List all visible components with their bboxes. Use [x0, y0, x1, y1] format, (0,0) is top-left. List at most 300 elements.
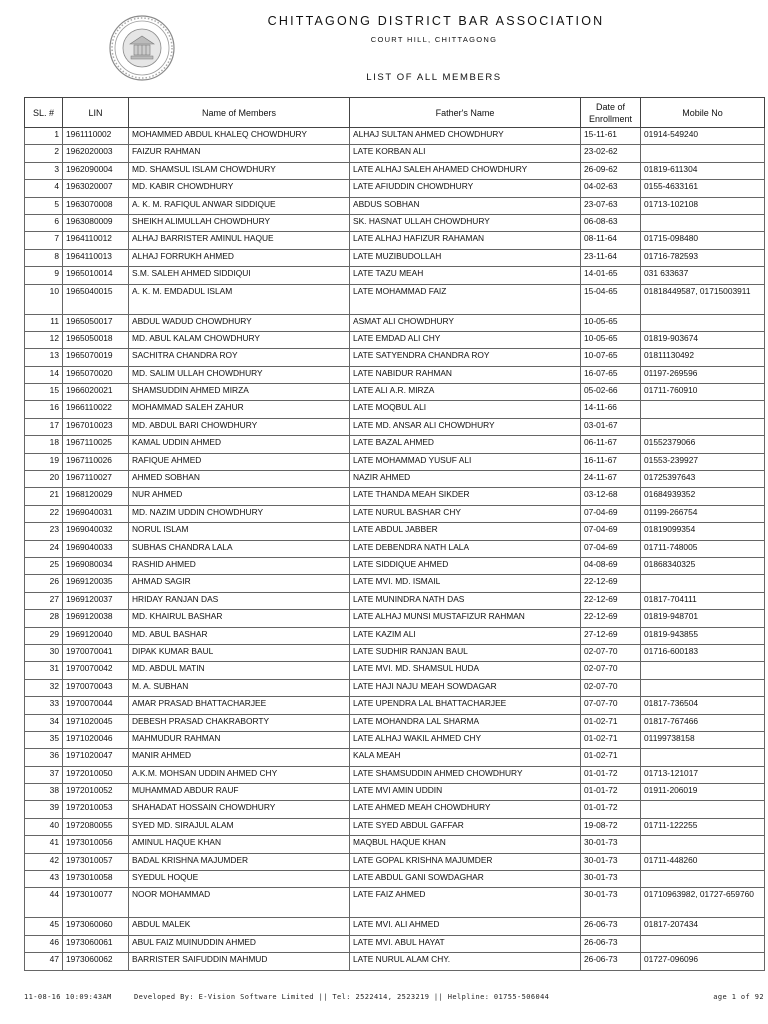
- cell-lin: 1965070020: [63, 366, 129, 383]
- cell-lin: 1970070044: [63, 697, 129, 714]
- cell-enrollment-date: 06-08-63: [581, 214, 641, 231]
- cell-member-name: MANIR AHMED: [129, 749, 350, 766]
- cell-mobile: 031 633637: [641, 267, 765, 284]
- cell-member-name: AHMAD SAGIR: [129, 575, 350, 592]
- table-row: [25, 935, 765, 952]
- table-row: [25, 697, 765, 714]
- cell-enrollment-date: 30-01-73: [581, 836, 641, 853]
- cell-enrollment-date: 03-01-67: [581, 418, 641, 435]
- cell-lin: 1971020046: [63, 731, 129, 748]
- cell-member-name: BARRISTER SAIFUDDIN MAHMUD: [129, 953, 350, 970]
- cell-father-name: LATE MVI. MD. SHAMSUL HUDA: [350, 662, 581, 679]
- cell-member-name: SUBHAS CHANDRA LALA: [129, 540, 350, 557]
- cell-sl: 7: [25, 232, 63, 249]
- cell-lin: 1970070041: [63, 644, 129, 661]
- column-header-father: Father's Name: [350, 98, 581, 128]
- table-row: [25, 784, 765, 801]
- cell-father-name: LATE MVI. MD. ISMAIL: [350, 575, 581, 592]
- cell-lin: 1965050017: [63, 314, 129, 331]
- organization-name: CHITTAGONG DISTRICT BAR ASSOCIATION: [267, 14, 605, 28]
- cell-lin: 1961110002: [63, 128, 129, 145]
- cell-father-name: LATE MUNINDRA NATH DAS: [350, 592, 581, 609]
- cell-mobile: [641, 935, 765, 952]
- cell-sl: 2: [25, 145, 63, 162]
- list-title: LIST OF ALL MEMBERS: [366, 72, 502, 83]
- print-timestamp: 11-08-16 10:09:43AM: [24, 993, 112, 1001]
- cell-mobile: [641, 214, 765, 231]
- cell-enrollment-date: 04-08-69: [581, 557, 641, 574]
- cell-enrollment-date: 26-09-62: [581, 162, 641, 179]
- cell-father-name: LATE MUZIBUDOLLAH: [350, 249, 581, 266]
- cell-member-name: A. K. M. EMDADUL ISLAM: [129, 284, 350, 314]
- column-header-enrollment-date: Date of Enrollment: [581, 98, 641, 128]
- cell-enrollment-date: 15-04-65: [581, 284, 641, 314]
- cell-enrollment-date: 07-07-70: [581, 697, 641, 714]
- cell-mobile: 01713-102108: [641, 197, 765, 214]
- cell-member-name: MAHMUDUR RAHMAN: [129, 731, 350, 748]
- cell-member-name: ALHAJ BARRISTER AMINUL HAQUE: [129, 232, 350, 249]
- cell-sl: 36: [25, 749, 63, 766]
- cell-father-name: LATE DEBENDRA NATH LALA: [350, 540, 581, 557]
- cell-mobile: 01811130492: [641, 349, 765, 366]
- cell-member-name: MD. NAZIM UDDIN CHOWDHURY: [129, 505, 350, 522]
- cell-enrollment-date: 27-12-69: [581, 627, 641, 644]
- cell-mobile: 01197-269596: [641, 366, 765, 383]
- cell-mobile: 01715-098480: [641, 232, 765, 249]
- cell-member-name: SHAHADAT HOSSAIN CHOWDHURY: [129, 801, 350, 818]
- table-row: [25, 679, 765, 696]
- cell-lin: 1970070042: [63, 662, 129, 679]
- cell-father-name: LATE ABDUL JABBER: [350, 523, 581, 540]
- cell-mobile: 01553-239927: [641, 453, 765, 470]
- cell-sl: 3: [25, 162, 63, 179]
- cell-lin: 1965070019: [63, 349, 129, 366]
- cell-mobile: [641, 314, 765, 331]
- cell-enrollment-date: 30-01-73: [581, 888, 641, 918]
- cell-sl: 13: [25, 349, 63, 366]
- cell-sl: 32: [25, 679, 63, 696]
- table-row: [25, 314, 765, 331]
- table-row: [25, 384, 765, 401]
- cell-sl: 19: [25, 453, 63, 470]
- table-row: [25, 453, 765, 470]
- cell-sl: 21: [25, 488, 63, 505]
- cell-member-name: AMAR PRASAD BHATTACHARJEE: [129, 697, 350, 714]
- cell-father-name: LATE ALHAJ SALEH AHAMED CHOWDHURY: [350, 162, 581, 179]
- cell-mobile: 01552379066: [641, 436, 765, 453]
- cell-member-name: AHMED SOBHAN: [129, 471, 350, 488]
- cell-lin: 1963080009: [63, 214, 129, 231]
- cell-enrollment-date: 19-08-72: [581, 818, 641, 835]
- cell-enrollment-date: 16-11-67: [581, 453, 641, 470]
- cell-mobile: 01716-782593: [641, 249, 765, 266]
- cell-father-name: LATE FAIZ AHMED: [350, 888, 581, 918]
- cell-member-name: ALHAJ FORRUKH AHMED: [129, 249, 350, 266]
- page-number: age 1 of 92: [713, 993, 764, 1001]
- cell-father-name: LATE ALHAJ WAKIL AHMED CHY: [350, 731, 581, 748]
- cell-enrollment-date: 22-12-69: [581, 592, 641, 609]
- cell-sl: 9: [25, 267, 63, 284]
- cell-lin: 1973010056: [63, 836, 129, 853]
- cell-mobile: 01818449587, 01715003911: [641, 284, 765, 314]
- cell-lin: 1969040031: [63, 505, 129, 522]
- cell-sl: 11: [25, 314, 63, 331]
- cell-member-name: ABDUL WADUD CHOWDHURY: [129, 314, 350, 331]
- cell-father-name: LATE MD. ANSAR ALI CHOWDHURY: [350, 418, 581, 435]
- cell-enrollment-date: 23-02-62: [581, 145, 641, 162]
- cell-lin: 1963070008: [63, 197, 129, 214]
- cell-member-name: MD. ABUL BASHAR: [129, 627, 350, 644]
- table-row: [25, 488, 765, 505]
- cell-mobile: 01711-760910: [641, 384, 765, 401]
- table-row: [25, 610, 765, 627]
- table-row: [25, 436, 765, 453]
- cell-member-name: DIPAK KUMAR BAUL: [129, 644, 350, 661]
- cell-member-name: BADAL KRISHNA MAJUMDER: [129, 853, 350, 870]
- organization-address: COURT HILL, CHITTAGONG: [370, 35, 498, 44]
- table-row: [25, 284, 765, 314]
- table-header-row: [25, 98, 765, 128]
- cell-enrollment-date: 03-12-68: [581, 488, 641, 505]
- members-table: [24, 97, 765, 971]
- column-header-name: Name of Members: [129, 98, 350, 128]
- cell-member-name: SHEIKH ALIMULLAH CHOWDHURY: [129, 214, 350, 231]
- cell-lin: 1973010058: [63, 871, 129, 888]
- cell-mobile: 01817-207434: [641, 918, 765, 935]
- cell-father-name: LATE MVI. ALI AHMED: [350, 918, 581, 935]
- cell-sl: 20: [25, 471, 63, 488]
- cell-mobile: 01711-122255: [641, 818, 765, 835]
- cell-mobile: 01725397643: [641, 471, 765, 488]
- cell-lin: 1968120029: [63, 488, 129, 505]
- cell-enrollment-date: 05-02-66: [581, 384, 641, 401]
- cell-enrollment-date: 22-12-69: [581, 575, 641, 592]
- table-row: [25, 749, 765, 766]
- table-row: [25, 801, 765, 818]
- cell-sl: 25: [25, 557, 63, 574]
- cell-father-name: LATE SATYENDRA CHANDRA ROY: [350, 349, 581, 366]
- cell-sl: 26: [25, 575, 63, 592]
- cell-lin: 1972010052: [63, 784, 129, 801]
- cell-mobile: [641, 662, 765, 679]
- cell-father-name: ASMAT ALI CHOWDHURY: [350, 314, 581, 331]
- cell-lin: 1967110027: [63, 471, 129, 488]
- cell-lin: 1966110022: [63, 401, 129, 418]
- cell-mobile: [641, 871, 765, 888]
- cell-member-name: MD. SALIM ULLAH CHOWDHURY: [129, 366, 350, 383]
- cell-enrollment-date: 26-06-73: [581, 935, 641, 952]
- cell-father-name: LATE SHAMSUDDIN AHMED CHOWDHURY: [350, 766, 581, 783]
- cell-sl: 24: [25, 540, 63, 557]
- cell-member-name: SYED MD. SIRAJUL ALAM: [129, 818, 350, 835]
- cell-lin: 1962090004: [63, 162, 129, 179]
- members-table-body: [25, 128, 765, 971]
- cell-enrollment-date: 23-11-64: [581, 249, 641, 266]
- cell-father-name: LATE KORBAN ALI: [350, 145, 581, 162]
- table-row: [25, 267, 765, 284]
- cell-mobile: 01819-903674: [641, 331, 765, 348]
- cell-sl: 16: [25, 401, 63, 418]
- cell-mobile: 01817-736504: [641, 697, 765, 714]
- cell-lin: 1973010057: [63, 853, 129, 870]
- table-row: [25, 818, 765, 835]
- cell-father-name: LATE NURUL BASHAR CHY: [350, 505, 581, 522]
- cell-father-name: LATE THANDA MEAH SIKDER: [350, 488, 581, 505]
- cell-sl: 6: [25, 214, 63, 231]
- cell-mobile: 01911-206019: [641, 784, 765, 801]
- cell-sl: 17: [25, 418, 63, 435]
- cell-enrollment-date: 14-01-65: [581, 267, 641, 284]
- table-row: [25, 249, 765, 266]
- cell-father-name: LATE ABDUL GANI SOWDAGHAR: [350, 871, 581, 888]
- cell-mobile: [641, 679, 765, 696]
- cell-enrollment-date: 10-05-65: [581, 331, 641, 348]
- cell-father-name: LATE SYED ABDUL GAFFAR: [350, 818, 581, 835]
- cell-father-name: LATE NABIDUR RAHMAN: [350, 366, 581, 383]
- cell-mobile: 01711-748005: [641, 540, 765, 557]
- cell-mobile: 01819-948701: [641, 610, 765, 627]
- table-row: [25, 128, 765, 145]
- cell-enrollment-date: 02-07-70: [581, 662, 641, 679]
- cell-mobile: 01819-943855: [641, 627, 765, 644]
- cell-lin: 1969120035: [63, 575, 129, 592]
- cell-father-name: LATE GOPAL KRISHNA MAJUMDER: [350, 853, 581, 870]
- cell-enrollment-date: 02-07-70: [581, 644, 641, 661]
- table-row: [25, 953, 765, 970]
- cell-mobile: [641, 836, 765, 853]
- cell-sl: 38: [25, 784, 63, 801]
- table-row: [25, 505, 765, 522]
- cell-member-name: NUR AHMED: [129, 488, 350, 505]
- table-row: [25, 662, 765, 679]
- table-row: [25, 180, 765, 197]
- table-row: [25, 214, 765, 231]
- cell-father-name: MAQBUL HAQUE KHAN: [350, 836, 581, 853]
- cell-enrollment-date: 14-11-66: [581, 401, 641, 418]
- table-row: [25, 575, 765, 592]
- cell-sl: 43: [25, 871, 63, 888]
- cell-mobile: 01199-266754: [641, 505, 765, 522]
- cell-father-name: LATE BAZAL AHMED: [350, 436, 581, 453]
- cell-member-name: MD. ABDUL MATIN: [129, 662, 350, 679]
- cell-mobile: 01199738158: [641, 731, 765, 748]
- cell-lin: 1966020021: [63, 384, 129, 401]
- cell-sl: 5: [25, 197, 63, 214]
- cell-sl: 29: [25, 627, 63, 644]
- table-row: [25, 557, 765, 574]
- cell-lin: 1969120038: [63, 610, 129, 627]
- cell-member-name: S.M. SALEH AHMED SIDDIQUI: [129, 267, 350, 284]
- cell-sl: 44: [25, 888, 63, 918]
- cell-lin: 1965010014: [63, 267, 129, 284]
- table-row: [25, 871, 765, 888]
- table-row: [25, 540, 765, 557]
- table-row: [25, 918, 765, 935]
- cell-enrollment-date: 23-07-63: [581, 197, 641, 214]
- cell-sl: 18: [25, 436, 63, 453]
- table-row: [25, 853, 765, 870]
- table-row: [25, 888, 765, 918]
- cell-member-name: MUHAMMAD ABDUR RAUF: [129, 784, 350, 801]
- cell-enrollment-date: 26-06-73: [581, 953, 641, 970]
- cell-lin: 1963020007: [63, 180, 129, 197]
- cell-enrollment-date: 26-06-73: [581, 918, 641, 935]
- cell-lin: 1967110025: [63, 436, 129, 453]
- cell-sl: 42: [25, 853, 63, 870]
- cell-father-name: ALHAJ SULTAN AHMED CHOWDHURY: [350, 128, 581, 145]
- cell-lin: 1973060062: [63, 953, 129, 970]
- cell-mobile: [641, 749, 765, 766]
- cell-father-name: LATE ALI A.R. MIRZA: [350, 384, 581, 401]
- cell-sl: 41: [25, 836, 63, 853]
- cell-mobile: [641, 145, 765, 162]
- table-row: [25, 592, 765, 609]
- cell-mobile: [641, 401, 765, 418]
- cell-enrollment-date: 01-02-71: [581, 731, 641, 748]
- cell-father-name: LATE MVI. ABUL HAYAT: [350, 935, 581, 952]
- cell-enrollment-date: 01-01-72: [581, 784, 641, 801]
- cell-lin: 1972080055: [63, 818, 129, 835]
- cell-mobile: 01710963982, 01727-659760: [641, 888, 765, 918]
- cell-member-name: NORUL ISLAM: [129, 523, 350, 540]
- cell-member-name: ABDUL MALEK: [129, 918, 350, 935]
- cell-member-name: A. K. M. RAFIQUL ANWAR SIDDIQUE: [129, 197, 350, 214]
- table-row: [25, 714, 765, 731]
- cell-lin: 1971020045: [63, 714, 129, 731]
- cell-father-name: LATE AFIUDDIN CHOWDHURY: [350, 180, 581, 197]
- cell-father-name: LATE KAZIM ALI: [350, 627, 581, 644]
- cell-lin: 1964110012: [63, 232, 129, 249]
- cell-father-name: LATE SIDDIQUE AHMED: [350, 557, 581, 574]
- cell-lin: 1964110013: [63, 249, 129, 266]
- cell-lin: 1969080034: [63, 557, 129, 574]
- cell-sl: 30: [25, 644, 63, 661]
- cell-lin: 1965050018: [63, 331, 129, 348]
- cell-sl: 33: [25, 697, 63, 714]
- cell-mobile: 01711-448260: [641, 853, 765, 870]
- cell-enrollment-date: 04-02-63: [581, 180, 641, 197]
- cell-lin: 1967010023: [63, 418, 129, 435]
- cell-member-name: M. A. SUBHAN: [129, 679, 350, 696]
- cell-father-name: LATE ALHAJ HAFIZUR RAHAMAN: [350, 232, 581, 249]
- cell-member-name: SACHITRA CHANDRA ROY: [129, 349, 350, 366]
- cell-mobile: [641, 575, 765, 592]
- cell-member-name: MD. ABUL KALAM CHOWDHURY: [129, 331, 350, 348]
- cell-lin: 1973060060: [63, 918, 129, 935]
- cell-father-name: LATE NURUL ALAM CHY.: [350, 953, 581, 970]
- column-header-sl: SL. #: [25, 98, 63, 128]
- cell-mobile: 01819-611304: [641, 162, 765, 179]
- cell-lin: 1972010053: [63, 801, 129, 818]
- table-row: [25, 232, 765, 249]
- cell-enrollment-date: 02-07-70: [581, 679, 641, 696]
- cell-lin: 1972010050: [63, 766, 129, 783]
- column-header-mobile: Mobile No: [641, 98, 765, 128]
- cell-father-name: KALA MEAH: [350, 749, 581, 766]
- cell-lin: 1969040033: [63, 540, 129, 557]
- cell-enrollment-date: 15-11-61: [581, 128, 641, 145]
- cell-member-name: HRIDAY RANJAN DAS: [129, 592, 350, 609]
- cell-father-name: SK. HASNAT ULLAH CHOWDHURY: [350, 214, 581, 231]
- cell-enrollment-date: 06-11-67: [581, 436, 641, 453]
- cell-enrollment-date: 01-01-72: [581, 801, 641, 818]
- cell-father-name: ABDUS SOBHAN: [350, 197, 581, 214]
- cell-mobile: 01713-121017: [641, 766, 765, 783]
- cell-mobile: 01914-549240: [641, 128, 765, 145]
- cell-lin: 1965040015: [63, 284, 129, 314]
- cell-father-name: LATE ALHAJ MUNSI MUSTAFIZUR RAHMAN: [350, 610, 581, 627]
- cell-enrollment-date: 07-04-69: [581, 540, 641, 557]
- cell-member-name: SHAMSUDDIN AHMED MIRZA: [129, 384, 350, 401]
- cell-mobile: 0155-4633161: [641, 180, 765, 197]
- table-row: [25, 331, 765, 348]
- cell-enrollment-date: 22-12-69: [581, 610, 641, 627]
- cell-father-name: LATE MOHAMMAD FAIZ: [350, 284, 581, 314]
- cell-sl: 1: [25, 128, 63, 145]
- table-row: [25, 145, 765, 162]
- cell-sl: 35: [25, 731, 63, 748]
- cell-sl: 47: [25, 953, 63, 970]
- table-row: [25, 766, 765, 783]
- cell-enrollment-date: 30-01-73: [581, 853, 641, 870]
- table-row: [25, 366, 765, 383]
- cell-enrollment-date: 24-11-67: [581, 471, 641, 488]
- cell-enrollment-date: 10-07-65: [581, 349, 641, 366]
- table-row: [25, 731, 765, 748]
- table-row: [25, 471, 765, 488]
- cell-mobile: 01817-704111: [641, 592, 765, 609]
- table-row: [25, 523, 765, 540]
- cell-enrollment-date: 10-05-65: [581, 314, 641, 331]
- cell-father-name: LATE UPENDRA LAL BHATTACHARJEE: [350, 697, 581, 714]
- cell-enrollment-date: 16-07-65: [581, 366, 641, 383]
- cell-member-name: DEBESH PRASAD CHAKRABORTY: [129, 714, 350, 731]
- cell-member-name: KAMAL UDDIN AHMED: [129, 436, 350, 453]
- cell-enrollment-date: 30-01-73: [581, 871, 641, 888]
- cell-sl: 23: [25, 523, 63, 540]
- cell-member-name: FAIZUR RAHMAN: [129, 145, 350, 162]
- table-row: [25, 418, 765, 435]
- cell-father-name: LATE SUDHIR RANJAN BAUL: [350, 644, 581, 661]
- cell-sl: 8: [25, 249, 63, 266]
- cell-lin: 1970070043: [63, 679, 129, 696]
- cell-mobile: 01684939352: [641, 488, 765, 505]
- cell-member-name: ABUL FAIZ MUINUDDIN AHMED: [129, 935, 350, 952]
- cell-father-name: LATE EMDAD ALI CHY: [350, 331, 581, 348]
- cell-sl: 28: [25, 610, 63, 627]
- cell-enrollment-date: 01-02-71: [581, 749, 641, 766]
- table-row: [25, 197, 765, 214]
- developer-credit: Developed By: E-Vision Software Limited || Tel: 2522414, 2523219 || Helpline: 01755-506044: [134, 993, 550, 1001]
- cell-member-name: MD. SHAMSUL ISLAM CHOWDHURY: [129, 162, 350, 179]
- cell-sl: 15: [25, 384, 63, 401]
- cell-sl: 37: [25, 766, 63, 783]
- cell-member-name: MD. ABDUL BARI CHOWDHURY: [129, 418, 350, 435]
- table-row: [25, 162, 765, 179]
- cell-sl: 4: [25, 180, 63, 197]
- cell-father-name: LATE HAJI NAJU MEAH SOWDAGAR: [350, 679, 581, 696]
- cell-father-name: LATE TAZU MEAH: [350, 267, 581, 284]
- cell-sl: 10: [25, 284, 63, 314]
- cell-mobile: 01868340325: [641, 557, 765, 574]
- cell-mobile: 01819099354: [641, 523, 765, 540]
- cell-sl: 40: [25, 818, 63, 835]
- cell-mobile: [641, 418, 765, 435]
- table-row: [25, 349, 765, 366]
- cell-sl: 12: [25, 331, 63, 348]
- cell-enrollment-date: 01-02-71: [581, 714, 641, 731]
- cell-enrollment-date: 07-04-69: [581, 505, 641, 522]
